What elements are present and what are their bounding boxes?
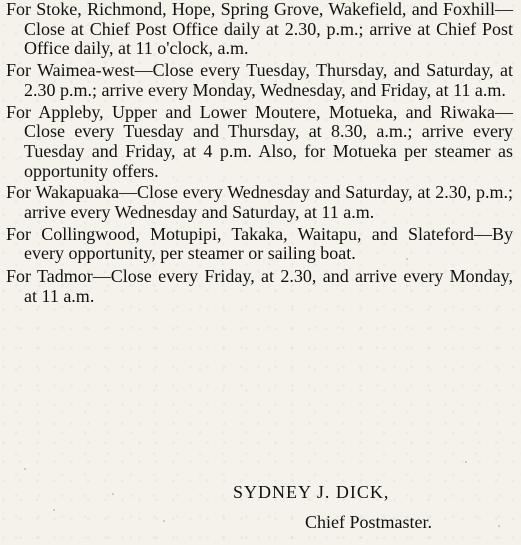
notice-entry-appleby: For Appleby, Upper and Lower Moutere, Motueka, and Riwaka—Close every Tuesday and Thursday, at 8.30, a.m.; arrive every Tuesday and Friday, at 4 p.m. Also, for Motueka per steamer as opportunity offers.	[6, 101, 513, 181]
ink-speck	[53, 509, 55, 511]
notice-entry-wakapuaka: For Wakapuaka—Close every Wednesday and Saturday, at 2.30, p.m.; arrive every Wednesday and Saturday, at 11 a.m.	[6, 182, 513, 223]
notice-entry-stoke: For Stoke, Richmond, Hope, Spring Grove, Wakefield, and Foxhill—Close at Chief Post Office daily at 2.30, p.m.; arrive at Chief Post Office daily, at 11 o'clock, a.m.	[6, 0, 513, 59]
signature-title: Chief Postmaster.	[305, 512, 432, 532]
ink-speck	[24, 468, 26, 470]
notice-entry-waimea-west: For Waimea-west—Close every Tuesday, Thursday, and Saturday, at 2.30 p.m.; arrive every Monday, Wednesday, and Friday, at 11 a.m.	[6, 60, 513, 100]
ink-speck	[406, 258, 408, 260]
ink-speck	[465, 461, 467, 463]
ink-speck	[112, 493, 114, 495]
notice-entry-collingwood: For Collingwood, Motupipi, Takaka, Waitapu, and Slateford—By every opportunity, per steamer or sailing boat.	[6, 223, 513, 264]
ink-speck	[163, 520, 165, 522]
signature-name: SYDNEY J. DICK,	[233, 482, 390, 502]
notice-entry-tadmor: For Tadmor—Close every Friday, at 2.30, and arrive every Monday, at 11 a.m.	[6, 266, 513, 306]
ink-speck	[498, 525, 500, 527]
postal-notice	[6, 0, 513, 309]
